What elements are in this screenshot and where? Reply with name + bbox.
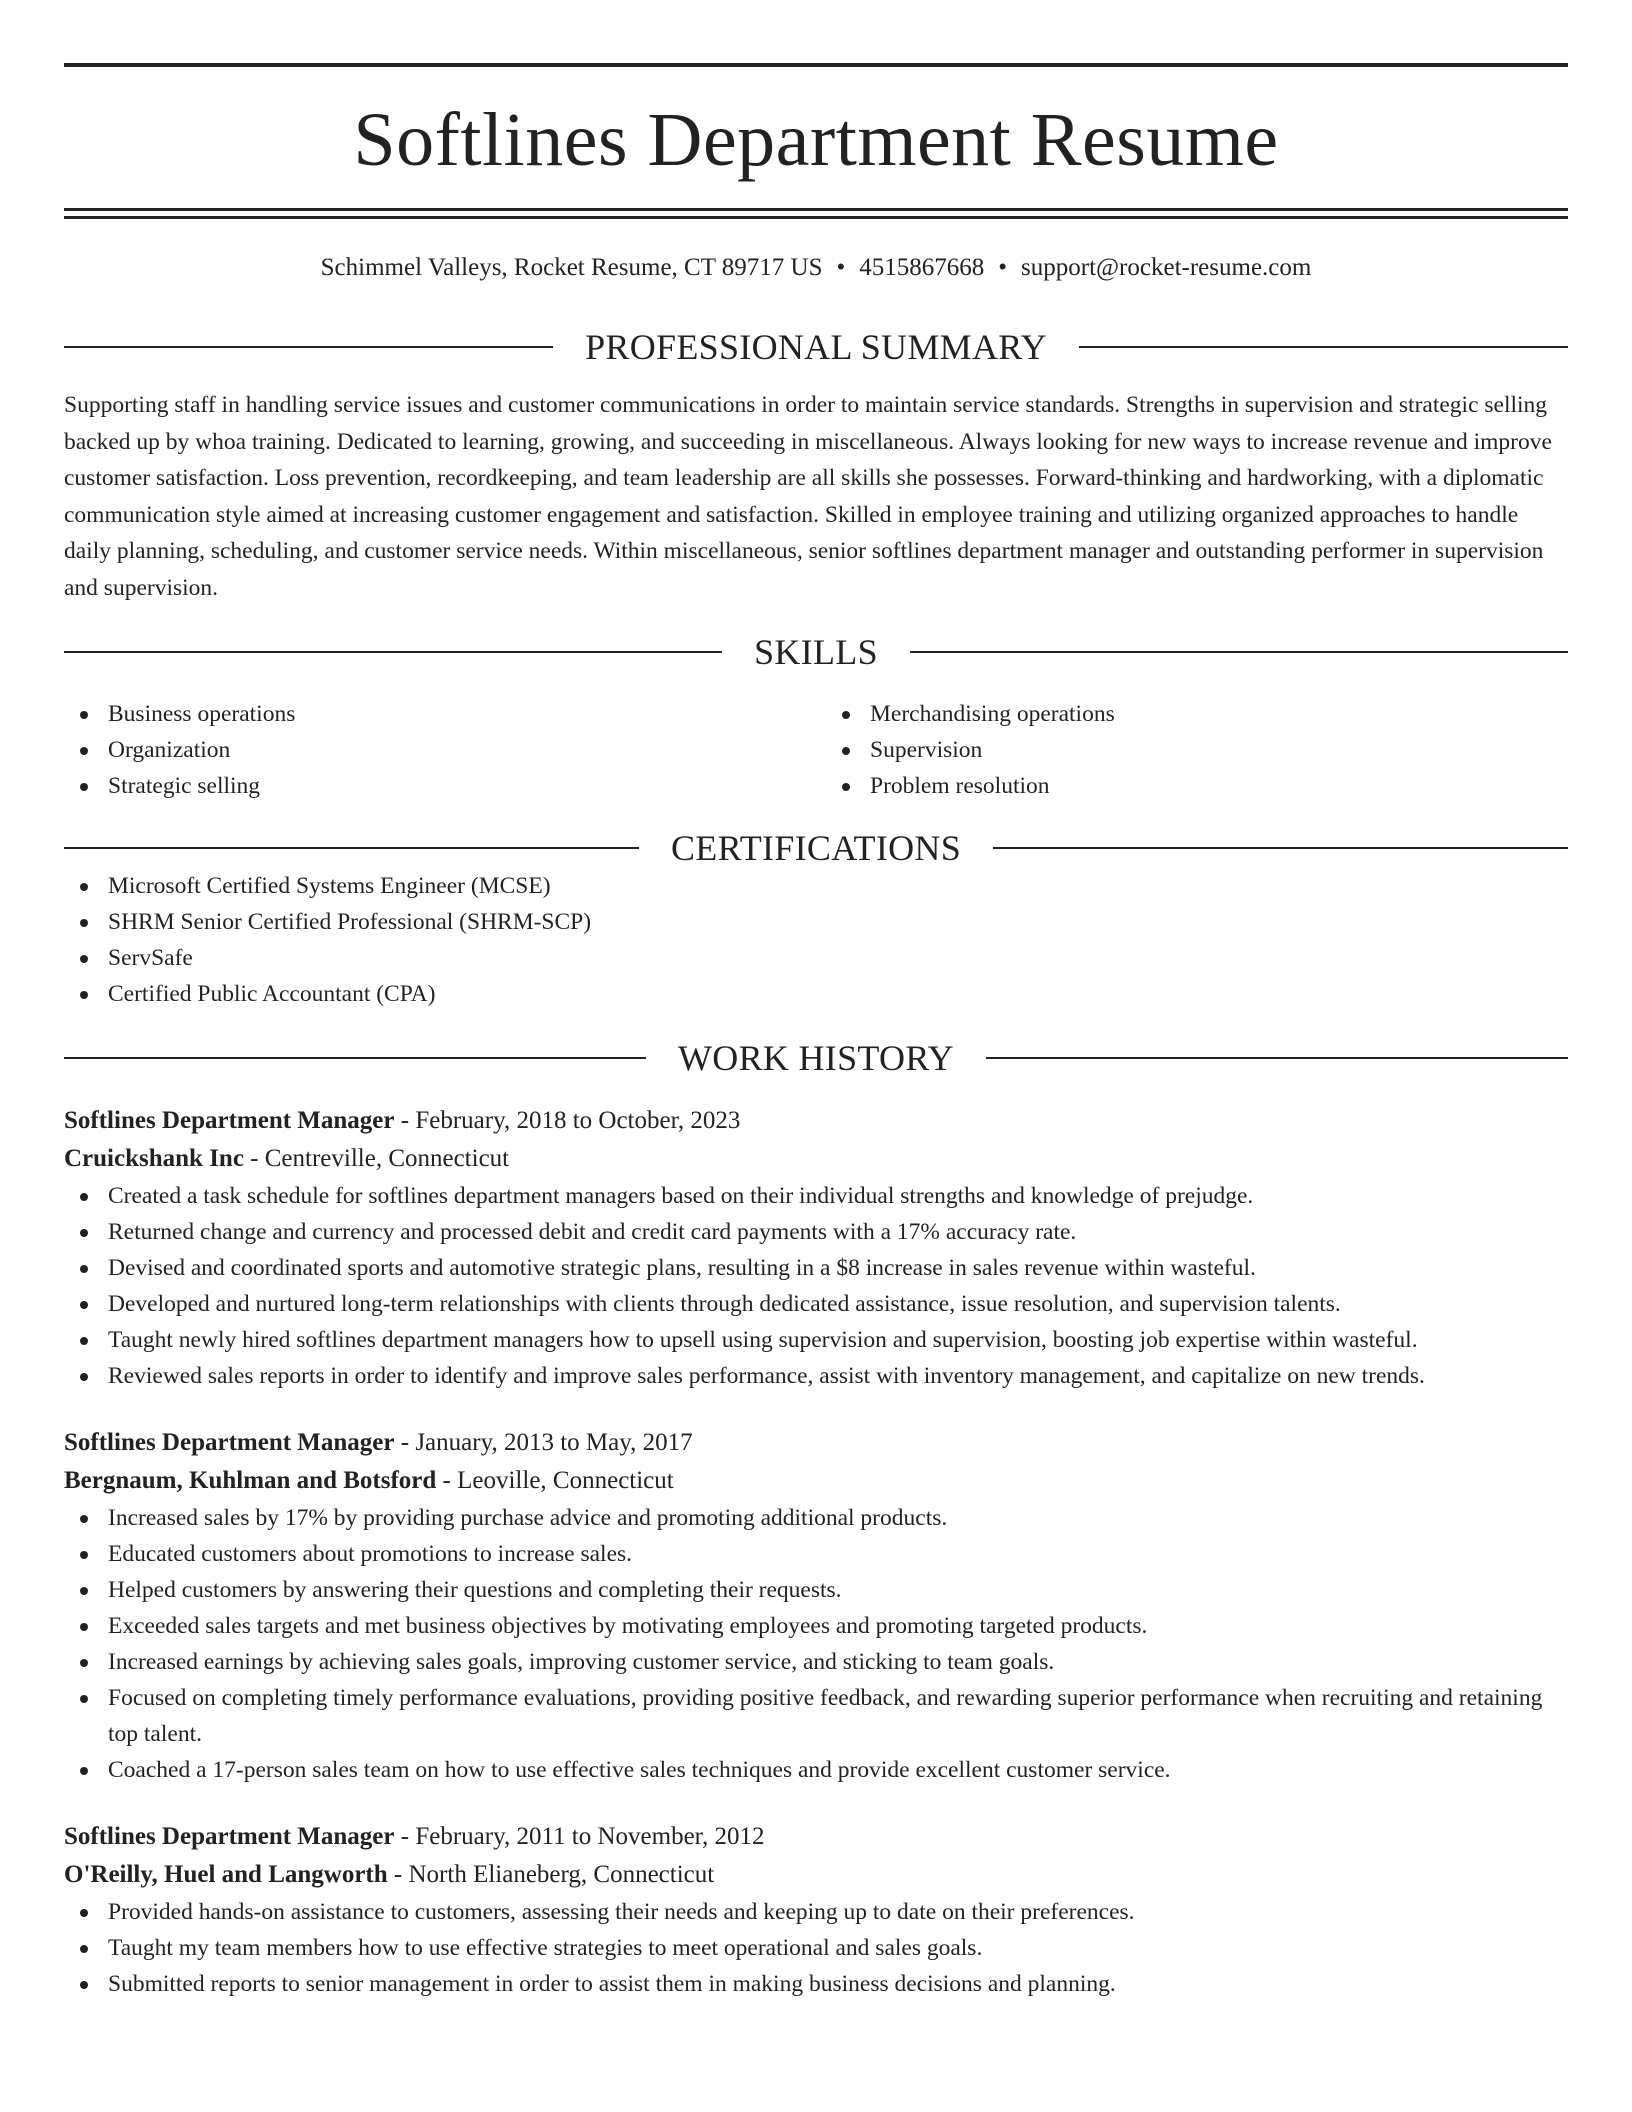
skill-item: Supervision [826,732,1568,768]
work-history-heading-label: WORK HISTORY [678,1038,954,1078]
job-title: Softlines Department Manager [64,1429,395,1456]
heading-rule [64,1057,646,1059]
heading-rule [64,346,553,348]
skills-left-column [64,696,806,804]
job-dates: - February, 2018 to October, 2023 [394,1107,741,1134]
skill-item: Problem resolution [826,768,1568,804]
resume-title: Softlines Department Resume [353,98,1279,182]
job-title-line [64,1818,1568,1856]
heading-rule [986,1057,1568,1059]
job-location: - Leoville, Connecticut [436,1467,674,1494]
job-company-line [64,1856,1568,1894]
job-company: O'Reilly, Huel and Langworth [64,1861,388,1888]
certification-item: SHRM Senior Certified Professional (SHRM-SCP) [64,904,1568,940]
heading-rule [64,847,639,849]
certification-item: Microsoft Certified Systems Engineer (MCSE) [64,868,1568,904]
job-title-line [64,1424,1568,1462]
job-entry [64,1818,1568,2002]
summary-text: Supporting staff in handling service issues and customer communications in order to maintain service standards. Strengths in supervision and strategic selling backed up by whoa training. Dedicated to learning, growing, and succeeding in miscellaneous. Always looking for new ways to increase revenue and improve customer satisfaction. Loss prevention, recordkeeping, and team leadership are all skills she possesses. Forward-thinking and hardworking, with a diplomatic communication style aimed at increasing customer engagement and satisfaction. Skilled in employee training and utilizing organized approaches to handle daily planning, scheduling, and customer service needs. Within miscellaneous, senior softlines department manager and outstanding performer in supervision and supervision. [64,392,1552,601]
job-duty: Helped customers by answering their questions and completing their requests. [64,1572,1568,1608]
job-location: - North Elianeberg, Connecticut [387,1861,715,1888]
job-duties-list [64,1500,1568,1788]
job-duty: Devised and coordinated sports and automotive strategic plans, resulting in a $8 increase in sales revenue within wasteful. [64,1250,1568,1286]
certifications-heading [64,828,1568,868]
job-duty: Increased earnings by achieving sales goals, improving customer service, and sticking to team goals. [64,1644,1568,1680]
contact-separator: • [836,254,846,281]
job-dates: - January, 2013 to May, 2017 [394,1429,693,1456]
job-company: Cruickshank Inc [64,1145,244,1172]
heading-rule [64,651,722,653]
job-duty: Exceeded sales targets and met business objectives by motivating employees and promoting targeted products. [64,1608,1568,1644]
job-dates: - February, 2011 to November, 2012 [394,1823,765,1850]
contact-phone: 4515867668 [859,254,985,281]
job-duty: Increased sales by 17% by providing purchase advice and promoting additional products. [64,1500,1568,1536]
job-title-line [64,1102,1568,1140]
job-entry [64,1102,1568,1394]
skills-list [64,696,1568,804]
job-entry [64,1424,1568,1788]
contact-address: Schimmel Valleys, Rocket Resume, CT 89717 US [320,254,823,281]
contact-email: support@rocket-resume.com [1021,254,1312,281]
job-duty: Taught my team members how to use effective strategies to meet operational and sales goals. [64,1930,1568,1966]
skill-item: Strategic selling [64,768,806,804]
job-location: - Centreville, Connecticut [243,1145,510,1172]
job-company-line [64,1140,1568,1178]
job-duty: Educated customers about promotions to increase sales. [64,1536,1568,1572]
certification-item: Certified Public Accountant (CPA) [64,976,1568,1012]
title-double-rule [64,208,1568,219]
skills-heading-label: SKILLS [754,632,878,672]
skill-item: Organization [64,732,806,768]
job-title: Softlines Department Manager [64,1823,395,1850]
job-duty: Developed and nurtured long-term relationships with clients through dedicated assistance, issue resolution, and supervision talents. [64,1286,1568,1322]
summary-heading-label: PROFESSIONAL SUMMARY [585,327,1047,367]
job-duty: Returned change and currency and processed debit and credit card payments with a 17% accuracy rate. [64,1214,1568,1250]
job-duty: Provided hands-on assistance to customers, assessing their needs and keeping up to date on their preferences. [64,1894,1568,1930]
work-history-heading [64,1038,1568,1078]
job-duty: Created a task schedule for softlines department managers based on their individual strengths and knowledge of prejudge. [64,1178,1568,1214]
heading-rule [910,651,1568,653]
resume-page [64,0,1568,2002]
certifications-list [64,868,1568,1012]
job-duty: Reviewed sales reports in order to identify and improve sales performance, assist with inventory management, and capitalize on new trends. [64,1358,1568,1394]
job-duties-list [64,1178,1568,1394]
contact-separator: • [998,254,1008,281]
job-duties-list [64,1894,1568,2002]
heading-rule [993,847,1568,849]
skill-item: Business operations [64,696,806,732]
job-company: Bergnaum, Kuhlman and Botsford [64,1467,437,1494]
skills-right-column [826,696,1568,804]
job-duty: Taught newly hired softlines department managers how to upsell using supervision and supervision, boosting job expertise within wasteful. [64,1322,1568,1358]
job-duty: Submitted reports to senior management in order to assist them in making business decisions and planning. [64,1966,1568,2002]
heading-rule [1079,346,1568,348]
summary-heading [64,327,1568,367]
contact-line [64,253,1568,283]
skill-item: Merchandising operations [826,696,1568,732]
job-company-line [64,1462,1568,1500]
certifications-heading-label: CERTIFICATIONS [670,828,962,868]
job-duty: Focused on completing timely performance evaluations, providing positive feedback, and rewarding superior performance when recruiting and retaining top talent. [64,1680,1568,1752]
top-rule [64,63,1568,67]
certification-item: ServSafe [64,940,1568,976]
skills-heading [64,632,1568,672]
job-duty: Coached a 17-person sales team on how to use effective sales techniques and provide excellent customer service. [64,1752,1568,1788]
job-title: Softlines Department Manager [64,1107,395,1134]
